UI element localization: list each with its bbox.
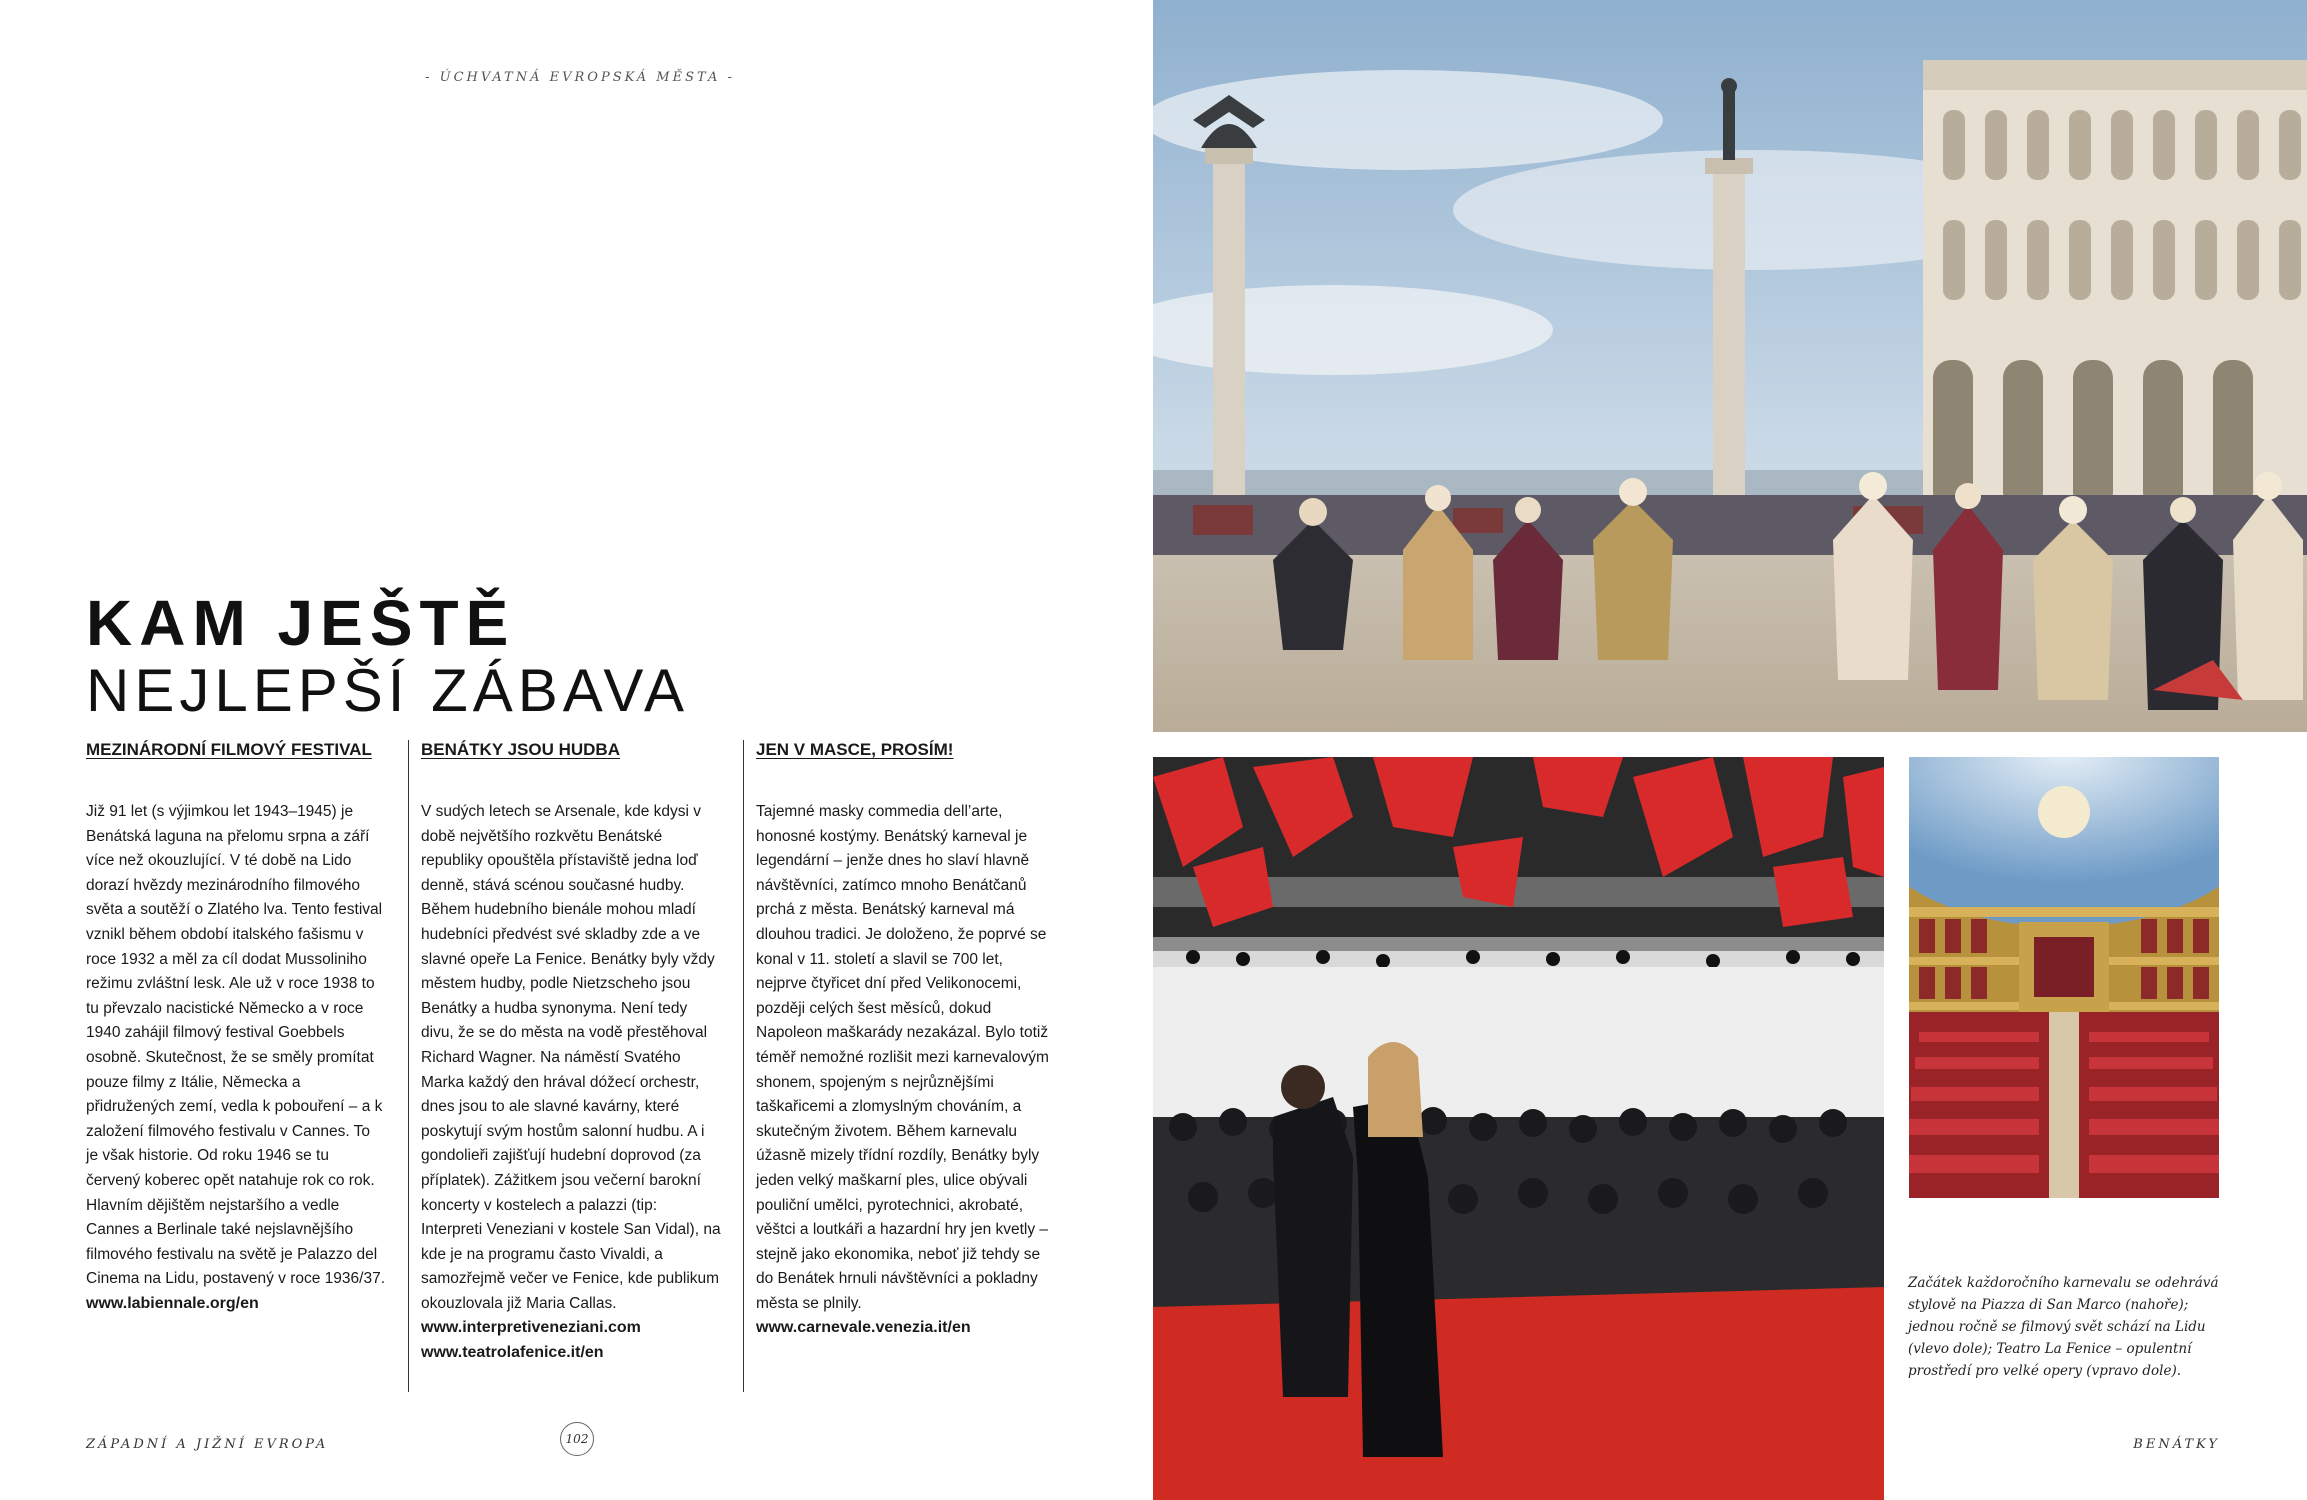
column-music: [421, 740, 721, 1366]
column-link[interactable]: www.carnevale.venezia.it/en: [756, 1319, 971, 1337]
folio-left: ZÁPADNÍ A JIŽNÍ EVROPA: [86, 1437, 329, 1452]
column-body: Tajemné masky commedia dell’arte, honosné kostýmy. Benátský karneval je legendární – jenže dnes ho slaví hlavně návštěvníci, zatímco mnoho Benátčanů prchá z města. Benátský karneval má dlouhou tradici. Je doloženo, že poprvé se konal v 11. století a slavil se 700 let, nejprve čtyřicet dní před Velikonocemi, později celých šest měsíců, dokud Napoleon maškarády nezakázal. Bylo totiž téměř nemožné rozlišit mezi karnevalovým shonem, spojeným s nejrůznějšími taškařicemi a zlomyslným chováním, a skutečným životem. Během karnevalu úžasně mizely třídní rozdíly, Benátky byly jeden velký maškarní ples, ulice obývali pouliční umělci, pyrotechnici, akrobaté, věštci a loutkáři a hazardní hry jen kvetly – stejně jako ekonomika, neboť již tehdy se do Benátek hrnuli návštěvníci a pokladny města se plnily.: [756, 803, 1049, 1312]
page-title: KAM JEŠTĚ: [86, 587, 516, 659]
column-body: V sudých letech se Arsenale, kde kdysi v době největšího rozkvětu Benátské republiky opouštěla přístaviště jedna loď denně, stává scénou současné hudby. Během hudebního bienále mohou mladí hudebníci předvést své skladby zde a ve slavné opeře La Fenice. Benátky byly vždy městem hudby, podle Nietzscheho jsou Benátky a hudba synonyma. Není tedy divu, že se do města na vodě přestěhoval Richard Wagner. Na náměstí Svatého Marka každý den hrával dóžecí orchestr, dnes jsou to ale slavné kavárny, které poskytují svým hostům salonní hudbu. A i gondolieři zajišťují hudební doprovod (za příplatek). Zážitkem jsou večerní barokní koncerty v kostelech a palazzi (tip: Interpreti Veneziani v kostele San Vidal), na kde je na programu často Vivaldi, a samozřejmě večer ve Fenice, kde publikum okouzlovala již Maria Callas.: [421, 803, 721, 1312]
page-subtitle: NEJLEPŠÍ ZÁBAVA: [86, 657, 689, 724]
photo-la-fenice: [1909, 757, 2219, 1198]
column-link[interactable]: www.interpretiveneziani.com: [421, 1319, 641, 1337]
column-carnival: [756, 740, 1056, 1341]
column-link[interactable]: www.labiennale.org/en: [86, 1294, 259, 1312]
folio-right: BENÁTKY: [2133, 1437, 2220, 1452]
photo-carnival-piazza: [1153, 0, 2307, 732]
column-heading: BENÁTKY JSOU HUDBA: [421, 740, 620, 759]
column-link[interactable]: www.teatrolafenice.it/en: [421, 1344, 604, 1362]
column-body: Již 91 let (s výjimkou let 1943–1945) je Benátská laguna na přelomu srpna a září více než okouzlující. V té době na Lido dorazí hvězdy mezinárodního filmového světa a soutěží o Zlatého lva. Tento festival vznikl během období italského fašismu v roce 1932 a měl za cíl dodat Mussoliniho režimu zvláštní lesk. Ale už v roce 1938 to tu převzalo nacistické Německo a v roce 1940 zahájil filmový festival Goebbels osobně. Skutečnost, že se směly promítat pouze filmy z Itálie, Německa a přidružených zemí, vedla k pobouření – a k založení filmového festivalu v Cannes. To je však historie. Od roku 1946 se tu červený koberec opět natahuje rok co rok. Hlavním dějištěm nejstaršího a vedle Cannes a Berlinale také nejslavnějšího filmového festivalu na světě je Palazzo del Cinema na Lidu, postavený v roce 1936/37.: [86, 803, 385, 1288]
photo-caption: Začátek každoročního karnevalu se odehrává stylově na Piazza di San Marco (nahoře); jednou ročně se filmový svět schází na Lidu (vlevo dole); Teatro La Fenice – opulentní prostředí pro velké opery (vpravo dole).: [1908, 1275, 2219, 1379]
column-heading: MEZINÁRODNÍ FILMOVÝ FESTIVAL: [86, 740, 372, 759]
photo-red-carpet: [1153, 757, 1884, 1500]
column-divider: [408, 740, 409, 1392]
column-heading: JEN V MASCE, PROSÍM!: [756, 740, 954, 759]
page-number: 102: [560, 1422, 594, 1456]
column-film-festival: [86, 740, 386, 1316]
column-divider: [743, 740, 744, 1392]
running-head: - ÚCHVATNÁ EVROPSKÁ MĚSTA -: [425, 70, 735, 85]
